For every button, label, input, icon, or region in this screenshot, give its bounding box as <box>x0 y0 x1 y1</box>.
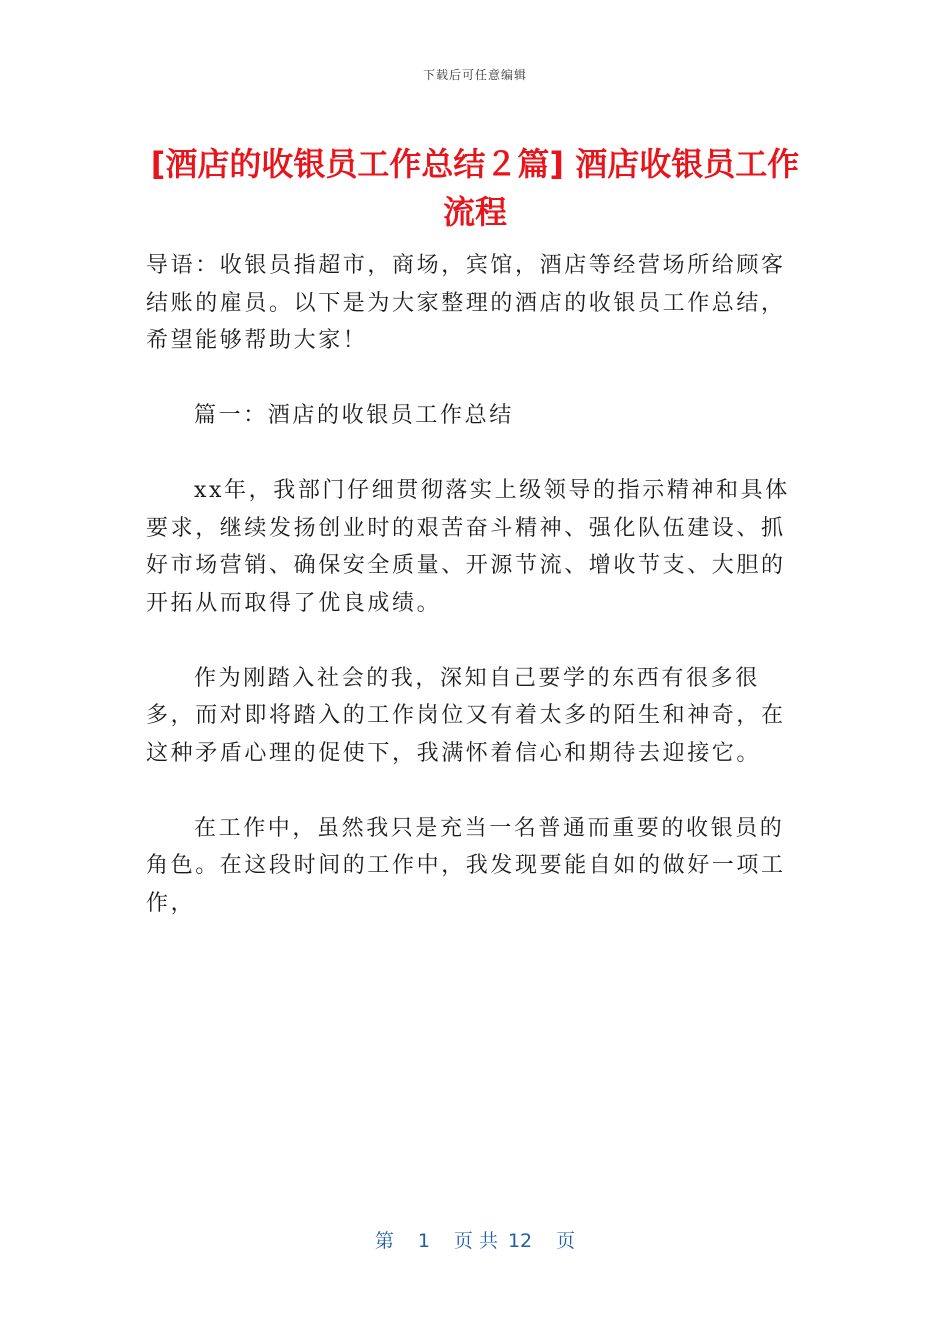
page-footer <box>0 1226 950 1253</box>
footer-middle: 页 共 <box>453 1230 498 1252</box>
intro-paragraph: 导语：收银员指超市，商场，宾馆，酒店等经营场所给顾客结账的雇员。以下是为大家整理的酒店的收银员工作总结，希望能够帮助大家！ <box>146 253 786 353</box>
document-body <box>146 247 806 960</box>
body-paragraph: xx年，我部门仔细贯彻落实上级领导的指示精神和具体要求，继续发扬创业时的艰苦奋斗精神、强化队伍建设、抓好市场营销、确保安全质量、开源节流、增收节支、大胆的开拓从而取得了优良成绩。 <box>146 478 790 616</box>
page-header-note: 下载后可任意编辑 <box>422 68 527 82</box>
footer-prefix: 第 <box>374 1230 394 1252</box>
document-title: [酒店的收银员工作总结２篇] 酒店收银员工作流程 <box>150 145 800 231</box>
footer-total-pages: 12 <box>507 1230 533 1252</box>
body-paragraph: 在工作中，虽然我只是充当一名普通而重要的收银员的角色。在这段时间的工作中，我发现要能自如的做好一项工作， <box>146 815 786 916</box>
body-paragraph: 作为刚踏入社会的我，深知自己要学的东西有很多很多，而对即将踏入的工作岗位又有着太多的陌生和神奇，在这种矛盾心理的促使下，我满怀着信心和期待去迎接它。 <box>146 665 786 766</box>
section-heading: 篇一：酒店的收银员工作总结 <box>194 403 514 428</box>
footer-current-page: 1 <box>417 1230 430 1252</box>
footer-suffix: 页 <box>556 1230 576 1252</box>
